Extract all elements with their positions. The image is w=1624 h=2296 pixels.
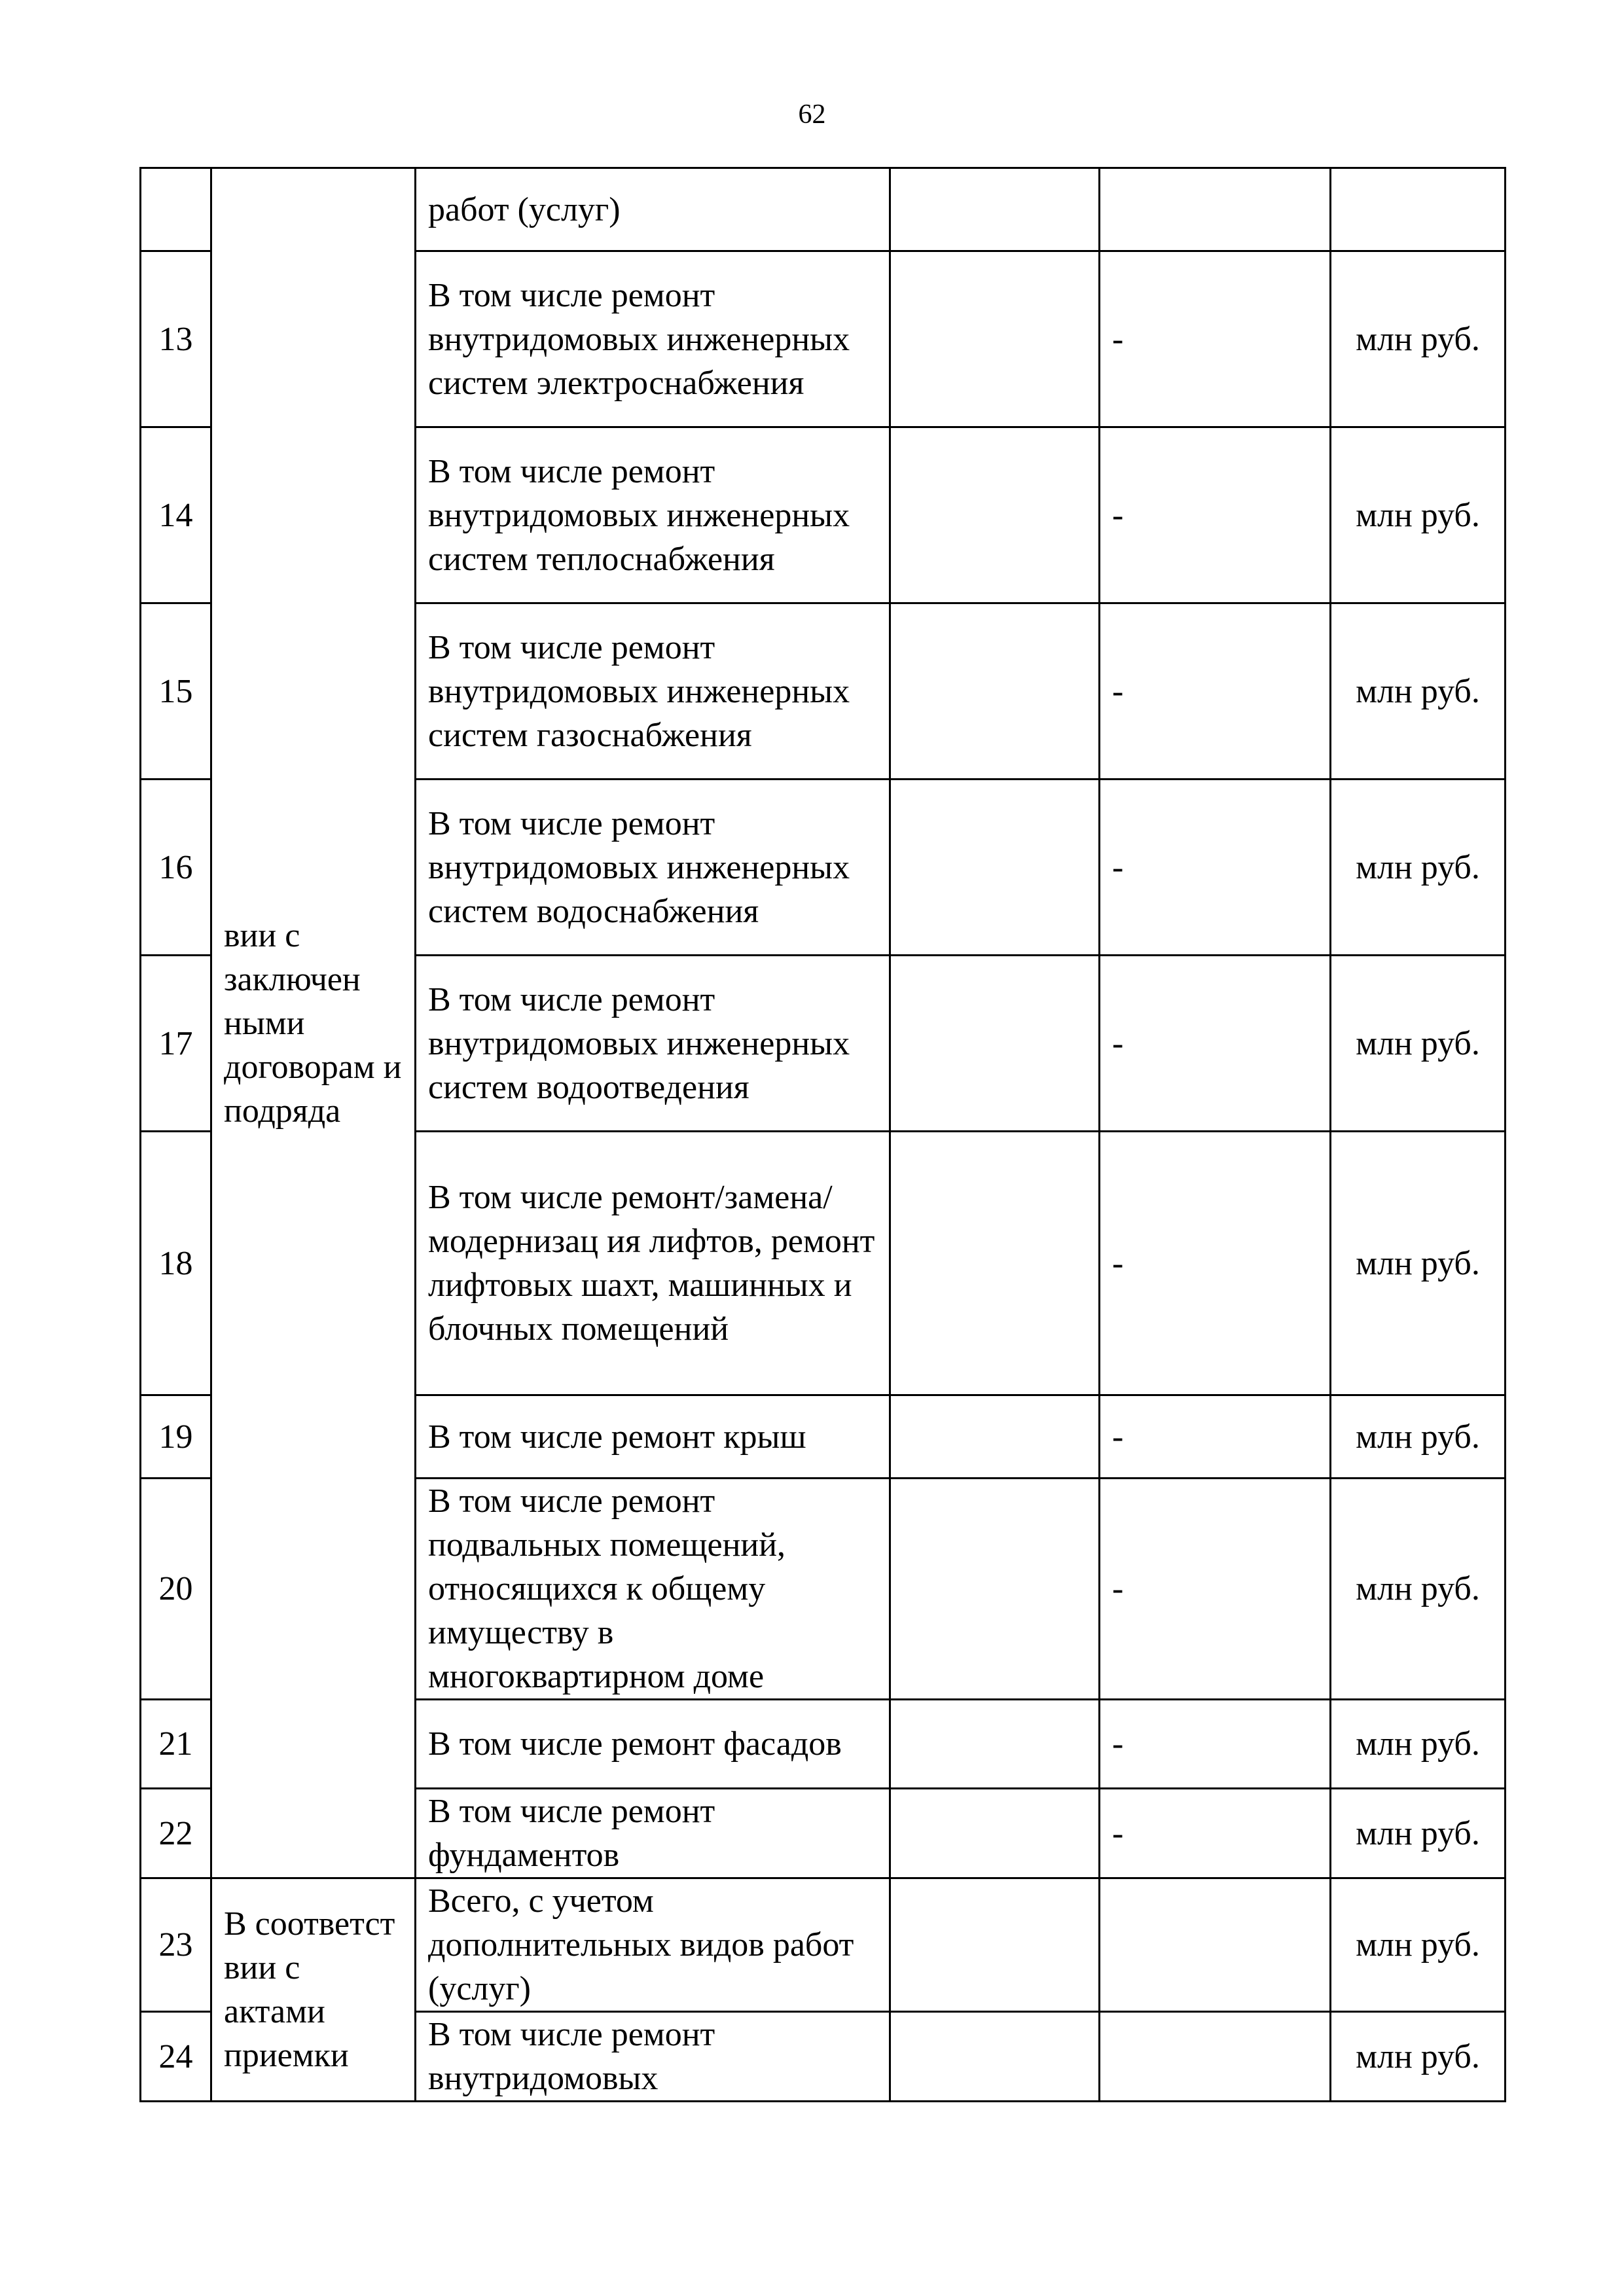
row-number: 19 [141, 1395, 211, 1479]
row-description: В том числе ремонт внутридомовых инженерных систем теплоснабжения [416, 427, 890, 603]
row-description: В том числе ремонт внутридомовых инженерных систем водоснабжения [416, 780, 890, 956]
row-value: - [1100, 1132, 1331, 1395]
row-number: 18 [141, 1132, 211, 1395]
table-row [141, 168, 1506, 251]
row-unit: млн руб. [1331, 956, 1506, 1132]
row-empty-cell [890, 1132, 1100, 1395]
row-unit: млн руб. [1331, 1878, 1506, 2012]
row-number: 24 [141, 2012, 211, 2102]
indicator-table [139, 167, 1506, 2102]
row-unit: млн руб. [1331, 251, 1506, 427]
row-unit: млн руб. [1331, 1395, 1506, 1479]
row-value: - [1100, 956, 1331, 1132]
row-description: Всего, с учетом дополнительных видов работ (услуг) [416, 1878, 890, 2012]
row-empty-cell [890, 168, 1100, 251]
row-empty-cell [890, 1479, 1100, 1700]
row-value: - [1100, 1700, 1331, 1789]
row-description: В том числе ремонт фасадов [416, 1700, 890, 1789]
row-number: 15 [141, 603, 211, 780]
row-description: В том числе ремонт подвальных помещений, относящихся к общему имуществу в многоквартирном доме [416, 1479, 890, 1700]
row-description: В том числе ремонт крыш [416, 1395, 890, 1479]
row-empty-cell [890, 956, 1100, 1132]
row-value: - [1100, 1395, 1331, 1479]
row-unit: млн руб. [1331, 603, 1506, 780]
row-value [1100, 1878, 1331, 2012]
row-empty-cell [890, 1395, 1100, 1479]
row-number: 23 [141, 1878, 211, 2012]
row-value: - [1100, 427, 1331, 603]
row-description: В том числе ремонт внутридомовых [416, 2012, 890, 2102]
row-unit: млн руб. [1331, 1700, 1506, 1789]
table-row [141, 1878, 1506, 2012]
row-description: В том числе ремонт внутридомовых инженерных систем электроснабжения [416, 251, 890, 427]
row-value: - [1100, 1789, 1331, 1878]
row-empty-cell [890, 603, 1100, 780]
row-description: В том числе ремонт внутридомовых инженерных систем водоотведения [416, 956, 890, 1132]
row-unit: млн руб. [1331, 1789, 1506, 1878]
row-value [1100, 2012, 1331, 2102]
row-value: - [1100, 603, 1331, 780]
row-description: В том числе ремонт фундаментов [416, 1789, 890, 1878]
row-empty-cell [890, 251, 1100, 427]
row-description: В том числе ремонт/замена/модернизац ия лифтов, ремонт лифтовых шахт, машинных и блочных помещений [416, 1132, 890, 1395]
row-unit: млн руб. [1331, 1132, 1506, 1395]
row-value: - [1100, 251, 1331, 427]
row-empty-cell [890, 427, 1100, 603]
row-number: 20 [141, 1479, 211, 1700]
row-description: В том числе ремонт внутридомовых инженерных систем газоснабжения [416, 603, 890, 780]
row-number: 17 [141, 956, 211, 1132]
row-description: работ (услуг) [416, 168, 890, 251]
row-empty-cell [890, 1700, 1100, 1789]
row-unit: млн руб. [1331, 2012, 1506, 2102]
page-number: 62 [798, 99, 826, 130]
row-unit: млн руб. [1331, 780, 1506, 956]
group-label-acts: В соответст вии с актами приемки [211, 1878, 416, 2102]
row-number: 13 [141, 251, 211, 427]
row-empty-cell [890, 2012, 1100, 2102]
row-number: 16 [141, 780, 211, 956]
row-number: 21 [141, 1700, 211, 1789]
row-number [141, 168, 211, 251]
row-value: - [1100, 780, 1331, 956]
row-empty-cell [890, 780, 1100, 956]
row-empty-cell [890, 1789, 1100, 1878]
row-value [1100, 168, 1331, 251]
row-value: - [1100, 1479, 1331, 1700]
row-number: 14 [141, 427, 211, 603]
group-label-contracts: вии с заключен ными договорам и подряда [211, 168, 416, 1878]
row-unit: млн руб. [1331, 427, 1506, 603]
row-unit [1331, 168, 1506, 251]
row-empty-cell [890, 1878, 1100, 2012]
row-number: 22 [141, 1789, 211, 1878]
row-unit: млн руб. [1331, 1479, 1506, 1700]
